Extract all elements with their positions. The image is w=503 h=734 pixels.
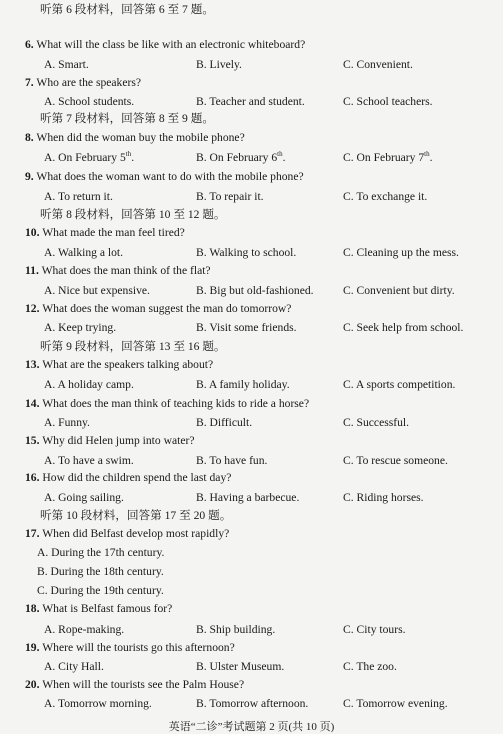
question-19 — [25, 641, 235, 655]
question-text: When did the woman buy the mobile phone? — [36, 131, 245, 144]
option-a: A. On February 5th. — [44, 150, 135, 164]
option-b: B. To have fun. — [196, 454, 268, 467]
question-number: 14. — [25, 397, 40, 410]
option-c: C. City tours. — [343, 623, 406, 636]
question-text: What does the man think of the flat? — [41, 264, 211, 277]
question-18 — [25, 602, 172, 616]
question-number: 9. — [25, 170, 34, 183]
question-17 — [25, 527, 229, 541]
question-text: How did the children spend the last day? — [42, 471, 232, 484]
option-b: B. Difficult. — [196, 416, 253, 429]
question-text: What does the woman suggest the man do tomorrow? — [42, 302, 292, 315]
option-c: C. Successful. — [343, 416, 410, 429]
section-heading: 听第 9 段材料，回答第 13 至 16 题。 — [40, 340, 226, 353]
option-a: A. Rope-making. — [44, 623, 125, 636]
option-b: B. Having a barbecue. — [196, 491, 300, 504]
question-number: 11. — [25, 264, 39, 277]
option-a: A. Going sailing. — [44, 491, 124, 504]
option-b: B. During the 18th century. — [37, 565, 164, 578]
option-c: C. During the 19th century. — [37, 584, 164, 597]
question-text: What is Belfast famous for? — [42, 602, 173, 615]
question-text: When did Belfast develop most rapidly? — [42, 527, 230, 540]
question-number: 12. — [25, 302, 40, 315]
section-heading: 听第 10 段材料，回答第 17 至 20 题。 — [40, 509, 232, 522]
question-text: What does the man think of teaching kids to ride a horse? — [42, 397, 310, 410]
question-16 — [25, 471, 231, 485]
option-c: C. School teachers. — [343, 95, 433, 108]
option-b: B. Lively. — [196, 58, 242, 71]
question-number: 13. — [25, 358, 40, 371]
section-heading: 听第 8 段材料，回答第 10 至 12 题。 — [40, 208, 226, 221]
option-c: C. Seek help from school. — [343, 321, 464, 334]
question-number: 16. — [25, 471, 40, 484]
option-b: B. Ulster Museum. — [196, 660, 285, 673]
question-number: 6. — [25, 38, 34, 51]
question-15 — [25, 434, 195, 448]
option-c: C. To exchange it. — [343, 190, 428, 203]
option-a: A. During the 17th century. — [37, 546, 165, 559]
option-b: B. Tomorrow afternoon. — [196, 697, 309, 710]
option-a: A. A holiday camp. — [44, 378, 134, 391]
option-b: B. Walking to school. — [196, 246, 297, 259]
question-13 — [25, 358, 213, 372]
option-b: B. To repair it. — [196, 190, 264, 203]
option-a: A. Tomorrow morning. — [44, 697, 152, 710]
option-c: C. A sports competition. — [343, 378, 456, 391]
option-b: B. A family holiday. — [196, 378, 290, 391]
option-a: A. Keep trying. — [44, 321, 117, 334]
option-c: C. Cleaning up the mess. — [343, 246, 459, 259]
question-14 — [25, 397, 309, 411]
question-number: 18. — [25, 602, 40, 615]
option-c: C. Tomorrow evening. — [343, 697, 448, 710]
question-8 — [25, 131, 245, 145]
question-text: Why did Helen jump into water? — [42, 434, 195, 447]
option-a: A. To have a swim. — [44, 454, 134, 467]
question-number: 20. — [25, 678, 40, 691]
option-b: B. Big but old-fashioned. — [196, 284, 314, 297]
question-text: What made the man feel tired? — [42, 226, 185, 239]
option-c: C. Convenient but dirty. — [343, 284, 455, 297]
option-c: C. Convenient. — [343, 58, 413, 71]
question-9 — [25, 170, 304, 184]
option-c: C. The zoo. — [343, 660, 397, 673]
question-6 — [25, 38, 305, 52]
question-text: Who are the speakers? — [36, 76, 142, 89]
question-12 — [25, 302, 291, 316]
section-heading: 听第 6 段材料，回答第 6 至 7 题。 — [40, 3, 214, 16]
option-b: B. Visit some friends. — [196, 321, 297, 334]
question-11 — [25, 264, 211, 278]
question-number: 10. — [25, 226, 40, 239]
question-10 — [25, 226, 185, 240]
option-b: B. Teacher and student. — [196, 95, 305, 108]
option-a: A. Smart. — [44, 58, 89, 71]
question-number: 15. — [25, 434, 40, 447]
option-a: A. City Hall. — [44, 660, 104, 673]
question-text: What will the class be like with an electronic whiteboard? — [36, 38, 306, 51]
option-c: C. To rescue someone. — [343, 454, 448, 467]
question-20 — [25, 678, 244, 692]
question-number: 19. — [25, 641, 40, 654]
question-text: Where will the tourists go this afternoon? — [42, 641, 235, 654]
page-footer: 英语“二诊”考试题第 2 页(共 10 页) — [168, 721, 335, 733]
question-text: What are the speakers talking about? — [42, 358, 214, 371]
question-number: 17. — [25, 527, 40, 540]
question-7 — [25, 76, 141, 90]
question-number: 8. — [25, 131, 34, 144]
option-c: C. On February 7th. — [343, 150, 433, 164]
option-a: A. To return it. — [44, 190, 113, 203]
question-text: What does the woman want to do with the mobile phone? — [36, 170, 304, 183]
option-b: B. Ship building. — [196, 623, 276, 636]
option-c: C. Riding horses. — [343, 491, 424, 504]
option-a: A. Nice but expensive. — [44, 284, 150, 297]
option-a: A. Walking a lot. — [44, 246, 124, 259]
option-b: B. On February 6th. — [196, 150, 286, 164]
option-a: A. Funny. — [44, 416, 90, 429]
section-heading: 听第 7 段材料，回答第 8 至 9 题。 — [40, 112, 214, 125]
question-text: When will the tourists see the Palm House? — [42, 678, 245, 691]
option-a: A. School students. — [44, 95, 135, 108]
question-number: 7. — [25, 76, 34, 89]
